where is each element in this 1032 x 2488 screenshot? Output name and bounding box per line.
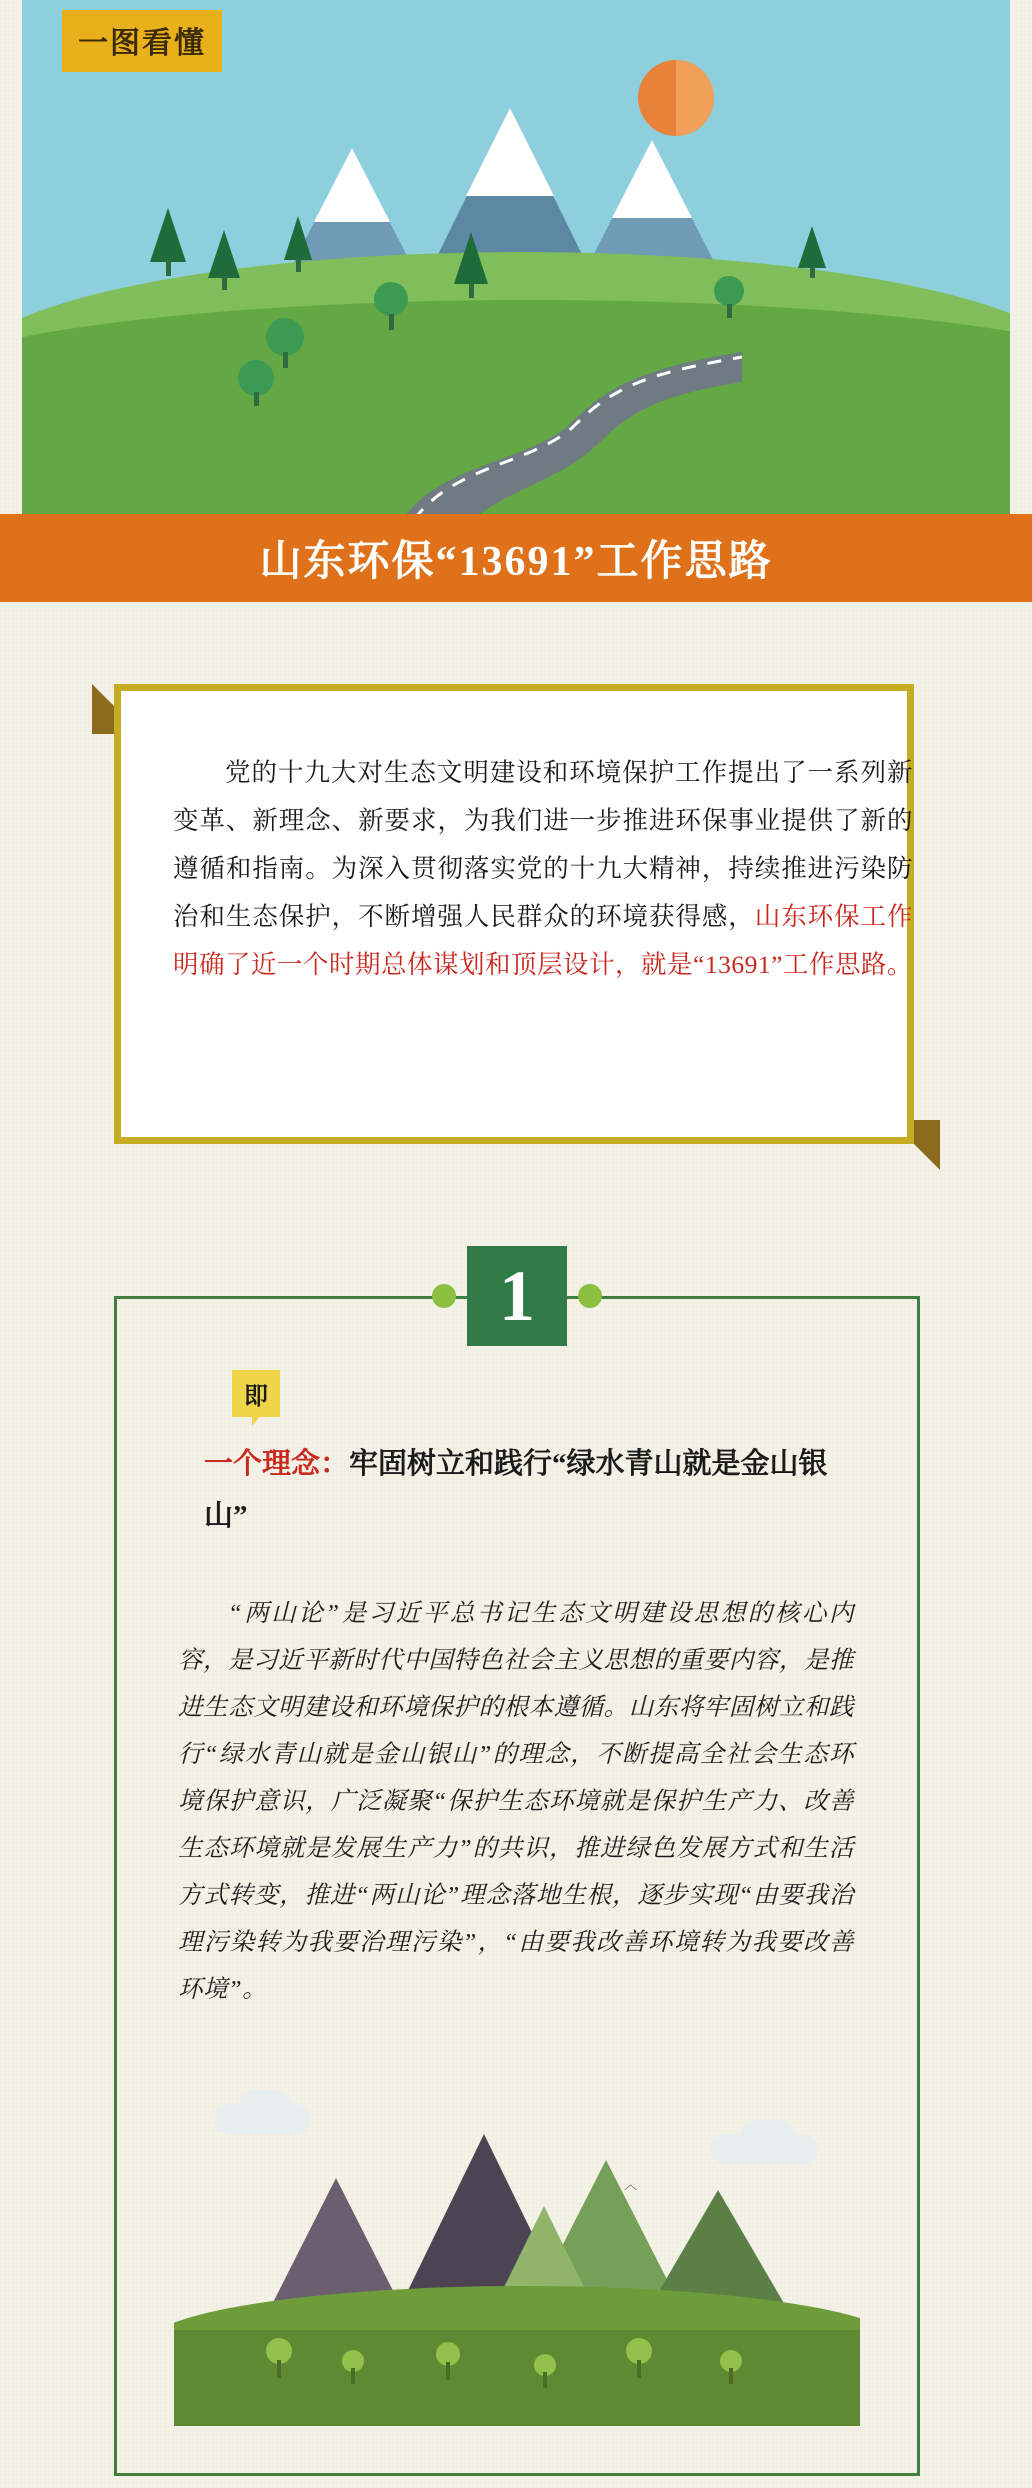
ribbon-badge: 一图看懂 xyxy=(62,10,222,72)
tree-trunk-icon xyxy=(469,282,474,298)
tree-trunk-icon xyxy=(810,266,815,278)
cloud-icon xyxy=(240,2090,292,2124)
tree-trunk-icon xyxy=(283,352,288,368)
section-number-dot-right-icon xyxy=(578,1284,602,1308)
tree-icon xyxy=(284,216,312,260)
tree-trunk-icon xyxy=(296,258,301,272)
tree-trunk-icon xyxy=(277,2360,281,2378)
hero-illustration xyxy=(22,0,1010,520)
tree-round-icon xyxy=(374,282,408,316)
tree-trunk-icon xyxy=(166,260,171,276)
main-title-bar xyxy=(0,514,1032,602)
road-icon xyxy=(322,312,742,520)
ji-label-tail-icon xyxy=(252,1412,264,1426)
bird-icon: ︿ xyxy=(610,2193,624,2208)
section-1 xyxy=(114,1246,920,2476)
section-1-illustration xyxy=(174,2038,860,2426)
intro-card-frame xyxy=(114,684,914,1144)
tree-trunk-icon xyxy=(727,304,732,318)
cloud-icon xyxy=(740,2120,796,2154)
tree-icon xyxy=(208,230,240,278)
intro-paragraph-highlight: 山东环保工作明确了近一个时期总体谋划和顶层设计，就是“13691”工作思路。 xyxy=(173,902,913,979)
snow-cap-icon xyxy=(314,148,390,222)
tree-trunk-icon xyxy=(446,2362,450,2380)
tree-round-icon xyxy=(238,360,274,396)
tree-trunk-icon xyxy=(254,392,259,406)
tree-trunk-icon xyxy=(543,2372,547,2388)
snow-cap-icon xyxy=(612,140,692,218)
intro-card xyxy=(92,662,940,1170)
section-number-badge: 1 xyxy=(467,1246,567,1346)
tree-round-icon xyxy=(266,318,304,356)
tree-round-icon xyxy=(714,276,744,306)
tree-trunk-icon xyxy=(729,2368,733,2384)
ji-label-badge: 即 xyxy=(232,1370,280,1417)
page-title: 山东环保“13691”工作思路 xyxy=(259,539,773,585)
section-number-dot-left-icon xyxy=(432,1284,456,1308)
tree-icon xyxy=(454,232,488,284)
snow-cap-icon xyxy=(466,108,554,196)
tree-trunk-icon xyxy=(222,276,227,290)
bird-icon: ︿ xyxy=(624,2177,638,2192)
section-1-heading-rest: 牢固树立和践行“绿水青山就是金山银山” xyxy=(204,1448,828,1532)
bird-icon: ︿ xyxy=(600,2165,614,2180)
intro-paragraph xyxy=(173,749,913,989)
tree-icon xyxy=(150,208,186,262)
tree-trunk-icon xyxy=(351,2368,355,2384)
intro-paragraph-part1: 党的十九大对生态文明建设和环境保护工作提出了一系列新变革、新理念、新要求，为我们进一步推进环保事业提供了新的遵循和指南。为深入贯彻落实党的十九大精神，持续推进污染防治和生态保护，不断增强人民群众的环境获得感， xyxy=(173,758,913,931)
section-1-body: “两山论”是习近平总书记生态文明建设思想的核心内容，是习近平新时代中国特色社会主义思想的重要内容，是推进生态文明建设和环境保护的根本遵循。山东将牢固树立和践行“绿水青山就是金山银山”的理念，不断提高全社会生态环境保护意识，广泛凝聚“保护生态环境就是保护生产力、改善生态环境就是发展生产力”的共识，推进绿色发展方式和生活方式转变，推进“两山论”理念落地生根，逐步实现“由要我治理污染转为我要治理污染”，“由要我改善环境转为我要改善环境”。 xyxy=(178,1600,854,2003)
section-1-heading-lead: 一个理念： xyxy=(204,1448,350,1480)
tree-trunk-icon xyxy=(637,2360,641,2378)
tree-trunk-icon xyxy=(389,314,394,330)
tree-icon xyxy=(798,226,826,268)
section-1-heading xyxy=(204,1438,864,1542)
